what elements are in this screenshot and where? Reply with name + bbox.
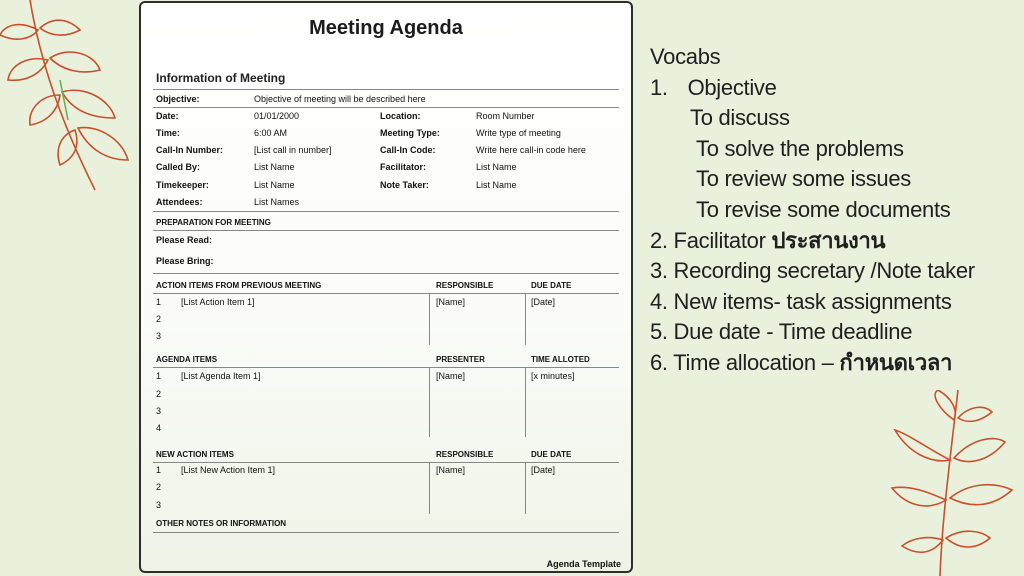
vocab-item-new-items: 4. New items- task assignments [650,288,952,314]
vocab-item-due-date: 5. Due date - Time deadline [650,319,913,345]
agenda-col-time-alloted: TIME ALLOTED [531,355,590,364]
action-prev-responsible: [Name] [436,297,466,307]
row-number: 1 [156,297,162,307]
divider [153,532,619,533]
location-label: Location: [380,111,421,121]
new-actions-heading: NEW ACTION ITEMS [156,450,234,459]
row-number: 2 [156,389,162,399]
divider [153,230,619,231]
vocab-thai-translation: ประสานงาน [771,227,886,253]
call-in-number-label: Call-In Number: [156,145,224,155]
vocab-item-number: 1. [650,74,668,100]
vocab-heading: Vocabs [650,44,721,69]
called-by-value: List Name [254,162,295,172]
objective-value: Objective of meeting will be described here [254,94,426,104]
column-divider [429,293,430,345]
vocab-thai-translation: กำหนดเวลา [839,349,953,375]
preparation-heading: PREPARATION FOR MEETING [156,218,271,227]
column-divider [525,367,526,437]
agenda-heading: AGENDA ITEMS [156,355,218,364]
location-value: Room Number [476,111,535,121]
objective-label: Objective: [156,94,200,104]
document-title: Meeting Agenda [309,17,463,39]
vocab-item-label: 6. Time allocation – [650,349,840,375]
other-notes-heading: OTHER NOTES OR INFORMATION [156,519,287,528]
agenda-item: [List Agenda Item 1] [181,371,261,381]
call-in-number-value: [List call in number] [254,145,332,155]
call-in-code-value: Write here call-in code here [476,145,586,155]
agenda-time: [x minutes] [531,371,575,381]
vocab-list [650,42,975,379]
vocab-item-facilitator [650,226,975,257]
leaf-branch-bottom-right-icon [880,390,1024,576]
divider [153,293,619,294]
agenda-col-presenter: PRESENTER [436,355,485,364]
column-divider [525,293,526,345]
new-action-responsible: [Name] [436,465,466,475]
call-in-code-label: Call-In Code: [380,145,436,155]
row-number: 2 [156,314,162,324]
column-divider [525,462,526,514]
divider [153,462,619,463]
agenda-document [139,1,633,573]
action-prev-col-due-date: DUE DATE [531,281,572,290]
vocab-item-label: Objective [687,74,777,100]
vocab-sub-item: To solve the problems [696,135,904,161]
time-label: Time: [156,128,180,138]
row-number: 3 [156,331,162,341]
vocab-sub-item: To review some issues [696,166,912,192]
row-number: 1 [156,371,162,381]
called-by-label: Called By: [156,162,201,172]
meeting-type-value: Write type of meeting [476,128,561,138]
new-action-item: [List New Action Item 1] [181,465,276,475]
row-number: 4 [156,423,162,433]
timekeeper-label: Timekeeper: [156,180,209,190]
new-action-due-date: [Date] [531,465,556,475]
action-prev-col-responsible: RESPONSIBLE [436,281,494,290]
row-number: 1 [156,465,162,475]
action-prev-heading: ACTION ITEMS FROM PREVIOUS MEETING [156,281,322,290]
new-actions-col-due-date: DUE DATE [531,450,572,459]
column-divider [429,367,430,437]
please-read-label: Please Read: [156,235,213,245]
facilitator-value: List Name [476,162,517,172]
divider [153,107,619,108]
vocab-item-label: 2. Facilitator [650,227,772,253]
date-label: Date: [156,111,179,121]
please-bring-label: Please Bring: [156,256,214,266]
vocab-item-note-taker: 3. Recording secretary /Note taker [650,258,975,284]
column-divider [429,462,430,514]
row-number: 3 [156,406,162,416]
leaf-branch-top-left-icon [0,0,135,200]
new-actions-col-responsible: RESPONSIBLE [436,450,494,459]
agenda-presenter: [Name] [436,371,466,381]
timekeeper-value: List Name [254,180,295,190]
row-number: 2 [156,482,162,492]
time-value: 6:00 AM [254,128,288,138]
date-value: 01/01/2000 [254,111,300,121]
note-taker-value: List Name [476,180,517,190]
vocab-sub-item: To discuss [690,105,790,131]
facilitator-label: Facilitator: [380,162,427,172]
vocab-sub-item: To revise some documents [696,196,951,222]
template-footer: Agenda Template [546,559,621,569]
action-prev-due-date: [Date] [531,297,556,307]
note-taker-label: Note Taker: [380,180,429,190]
divider [153,273,619,274]
info-heading: Information of Meeting [156,71,286,85]
attendees-value: List Names [254,197,300,207]
attendees-label: Attendees: [156,197,203,207]
divider [153,367,619,368]
vocab-item-objective [650,73,975,104]
vocab-item-time-allocation [650,348,975,379]
meeting-type-label: Meeting Type: [380,128,440,138]
divider [153,89,619,90]
row-number: 3 [156,500,162,510]
action-prev-item: [List Action Item 1] [181,297,255,307]
divider [153,211,619,212]
